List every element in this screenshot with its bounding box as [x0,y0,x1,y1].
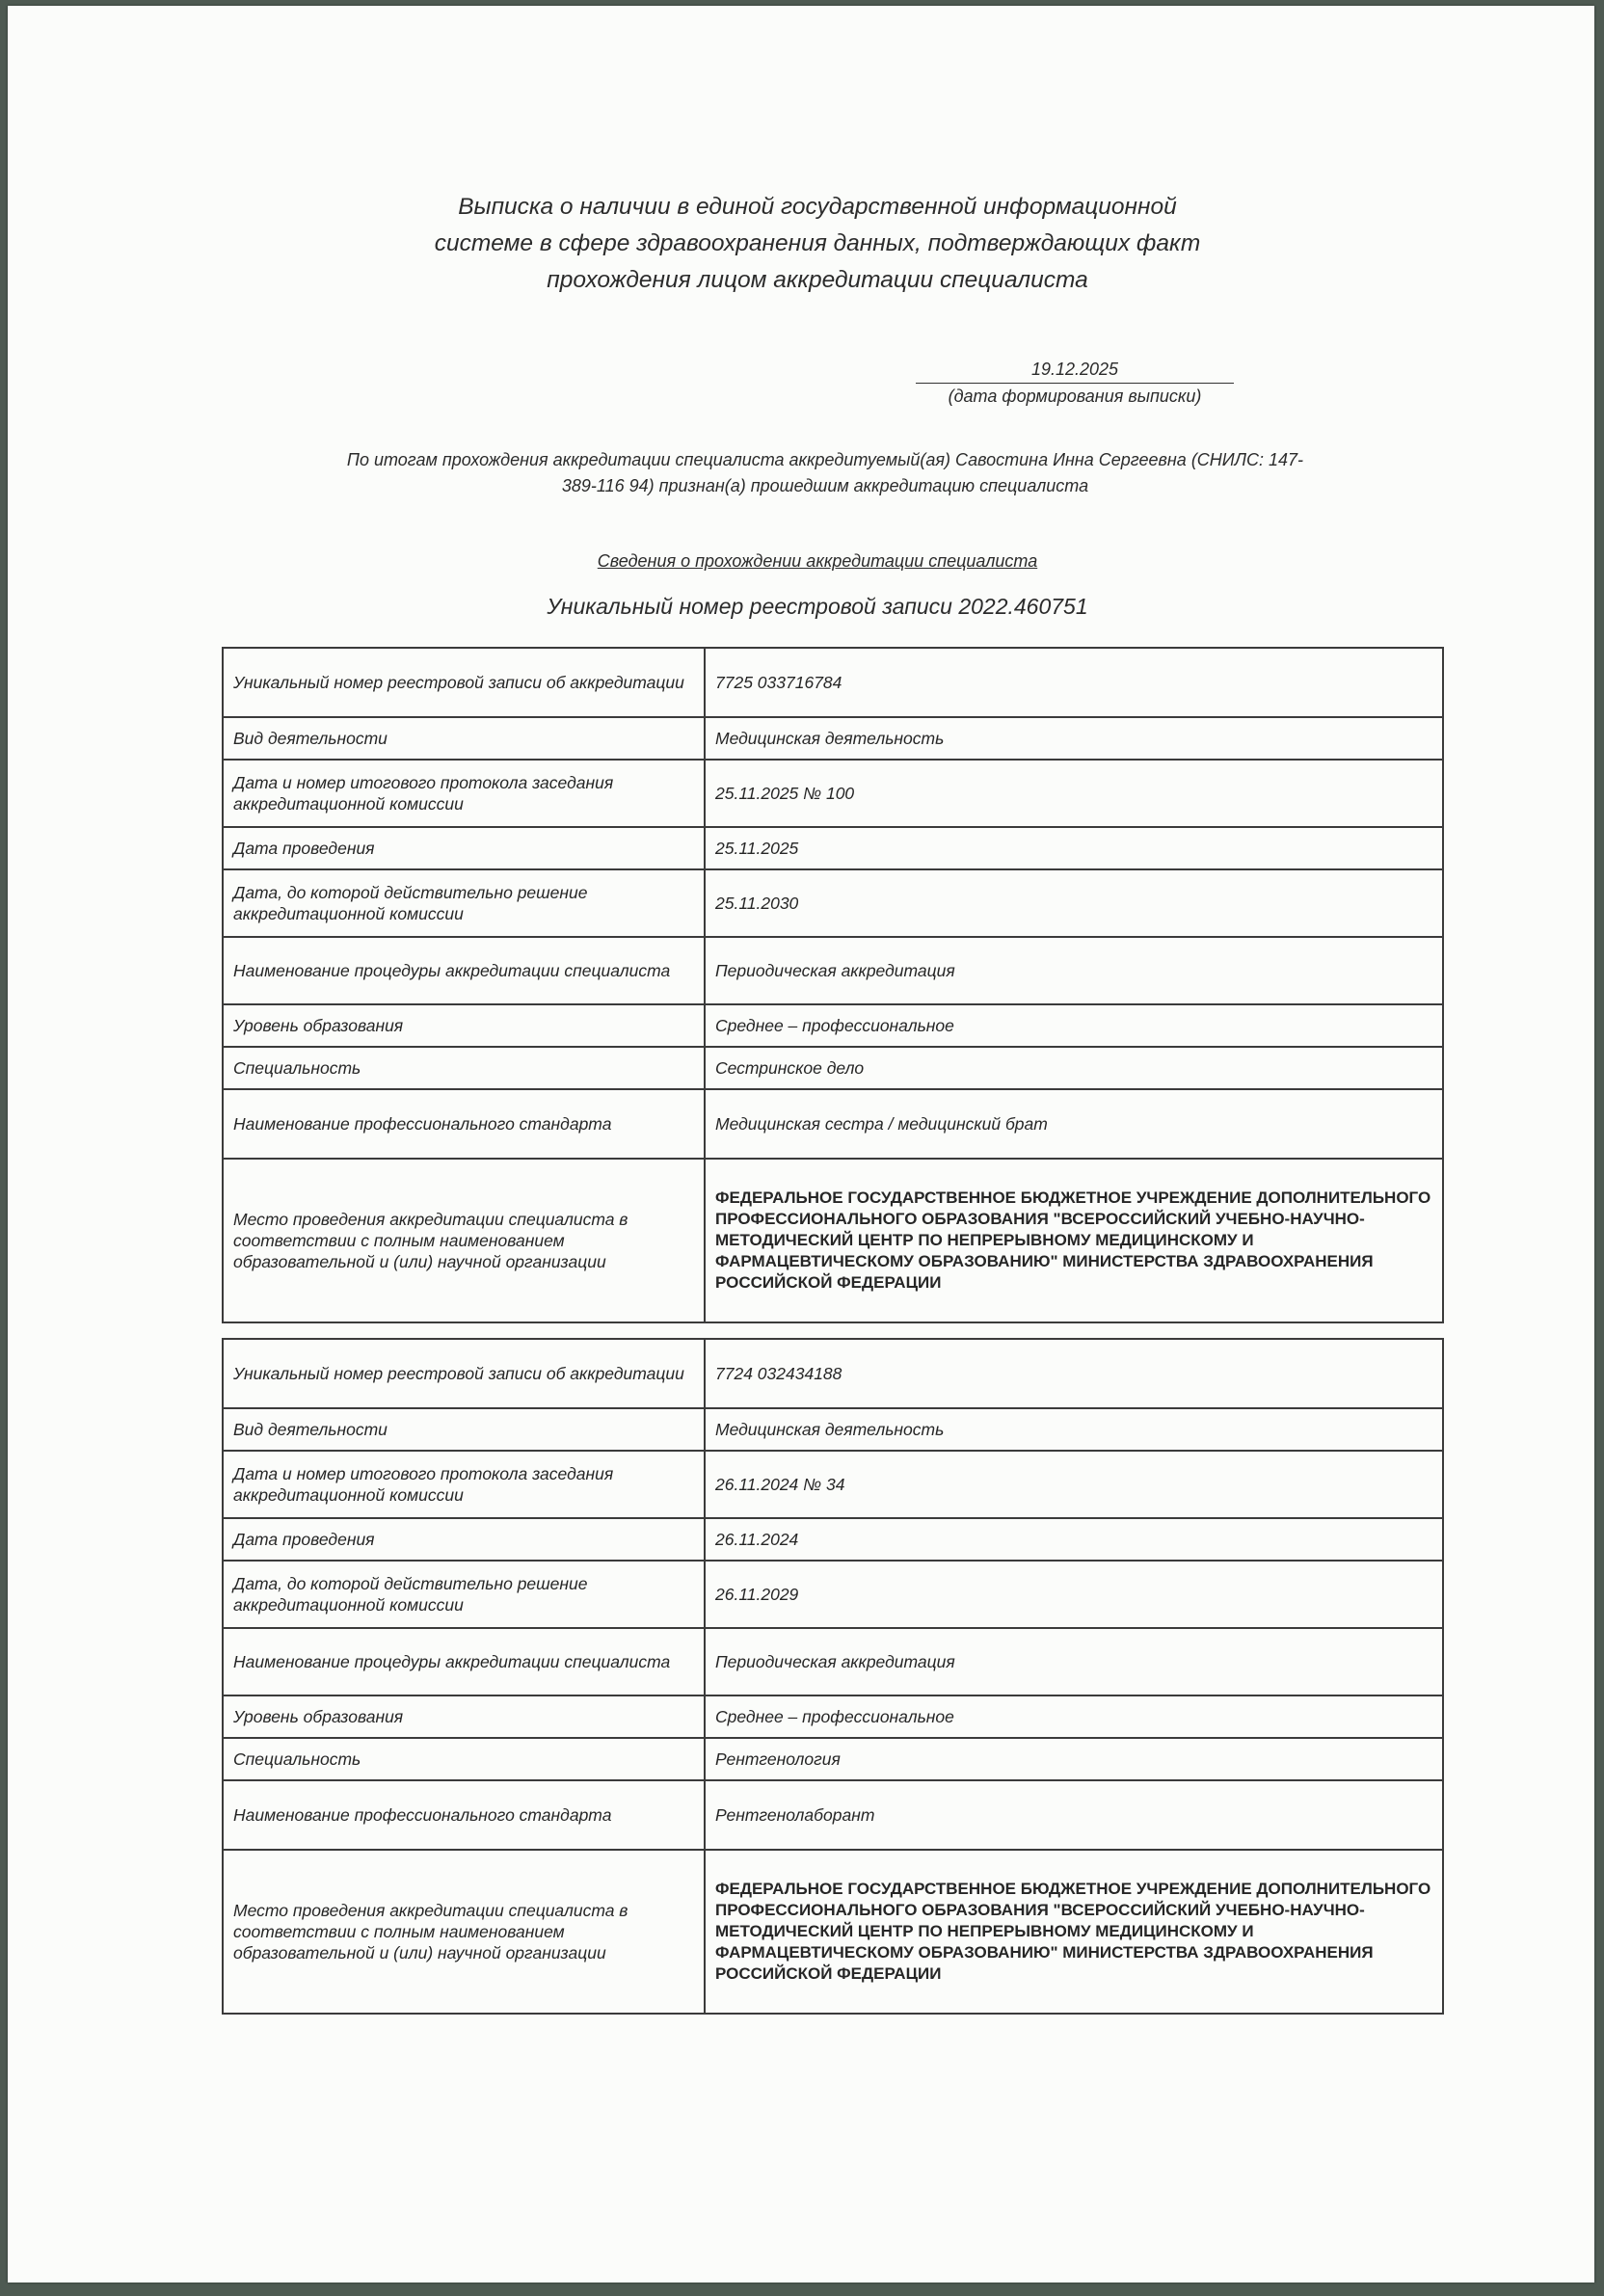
row-value: Среднее – профессиональное [705,1004,1443,1047]
row-label: Уникальный номер реестровой записи об аккредитации [223,648,705,717]
row-value: 26.11.2024 [705,1518,1443,1561]
table-row [223,869,1443,937]
table-row [223,1047,1443,1089]
row-value: Среднее – профессиональное [705,1695,1443,1738]
table-row [223,1089,1443,1159]
row-label: Место проведения аккредитации специалиста в соответствии с полным наименованием образовательной и (или) научной организации [223,1159,705,1322]
row-value: 26.11.2029 [705,1561,1443,1628]
row-value: 25.11.2025 № 100 [705,760,1443,827]
row-label: Уровень образования [223,1004,705,1047]
document-title [297,189,1338,299]
title-line: прохождения лицом аккредитации специалиста [547,267,1088,293]
row-label: Вид деятельности [223,717,705,760]
row-value: Медицинская сестра / медицинский брат [705,1089,1443,1159]
row-label: Наименование процедуры аккредитации специалиста [223,1628,705,1695]
table-row [223,1408,1443,1451]
row-label: Дата и номер итогового протокола заседания аккредитационной комиссии [223,760,705,827]
row-value: 26.11.2024 № 34 [705,1451,1443,1518]
accreditation-record-table [222,1338,1444,2015]
row-label: Специальность [223,1047,705,1089]
table-row [223,648,1443,717]
intro-paragraph [227,447,1423,499]
registry-number: Уникальный номер реестровой записи 2022.460751 [547,594,1088,619]
row-label: Дата, до которой действительно решение аккредитационной комиссии [223,1561,705,1628]
row-value: Периодическая аккредитация [705,1628,1443,1695]
row-label: Уровень образования [223,1695,705,1738]
row-value: Сестринское дело [705,1047,1443,1089]
table-row [223,1695,1443,1738]
row-value: Медицинская деятельность [705,1408,1443,1451]
row-label: Уникальный номер реестровой записи об аккредитации [223,1339,705,1408]
intro-line: По итогам прохождения аккредитации специалиста аккредитуемый(ая) Савостина Инна Сергеевна (СНИЛС: 147- [346,450,1304,469]
formation-date: 19.12.2025 [916,358,1234,384]
row-label: Наименование профессионального стандарта [223,1780,705,1850]
row-value: Рентгенология [705,1738,1443,1780]
table-row [223,1159,1443,1322]
row-value: Медицинская деятельность [705,717,1443,760]
formation-date-block [916,358,1234,409]
section-title: Сведения о прохождении аккредитации специалиста [597,551,1038,571]
row-value: 7724 032434188 [705,1339,1443,1408]
table-row [223,1451,1443,1518]
row-value: 7725 033716784 [705,648,1443,717]
row-label: Наименование процедуры аккредитации специалиста [223,937,705,1004]
row-value: ФЕДЕРАЛЬНОЕ ГОСУДАРСТВЕННОЕ БЮДЖЕТНОЕ УЧРЕЖДЕНИЕ ДОПОЛНИТЕЛЬНОГО ПРОФЕССИОНАЛЬНОГО ОБРАЗОВАНИЯ "ВСЕРОССИЙСКИЙ УЧЕБНО-НАУЧНО-МЕТОДИЧЕСКИЙ ЦЕНТР ПО НЕПРЕРЫВНОМУ МЕДИЦИНСКОМУ И ФАРМАЦЕВТИЧЕСКОМУ ОБРАЗОВАНИЮ" МИНИСТЕРСТВА ЗДРАВООХРАНЕНИЯ РОССИЙСКОЙ ФЕДЕРАЦИИ [705,1850,1443,2014]
title-line: системе в сфере здравоохранения данных, подтверждающих факт [434,230,1201,256]
formation-date-caption: (дата формирования выписки) [948,387,1202,406]
row-label: Дата, до которой действительно решение аккредитационной комиссии [223,869,705,937]
row-label: Дата и номер итогового протокола заседания аккредитационной комиссии [223,1451,705,1518]
row-label: Вид деятельности [223,1408,705,1451]
table-row [223,1780,1443,1850]
table-row [223,1339,1443,1408]
table-row [223,760,1443,827]
row-label: Место проведения аккредитации специалиста в соответствии с полным наименованием образовательной и (или) научной организации [223,1850,705,2014]
row-label: Дата проведения [223,1518,705,1561]
row-value: Рентгенолаборант [705,1780,1443,1850]
table-row [223,1004,1443,1047]
intro-line: 389-116 94) признан(а) прошедшим аккредитацию специалиста [561,476,1089,495]
row-label: Наименование профессионального стандарта [223,1089,705,1159]
row-label: Дата проведения [223,827,705,869]
table-row [223,1518,1443,1561]
table-row [223,937,1443,1004]
table-row [223,1561,1443,1628]
table-row [223,1738,1443,1780]
row-value: ФЕДЕРАЛЬНОЕ ГОСУДАРСТВЕННОЕ БЮДЖЕТНОЕ УЧРЕЖДЕНИЕ ДОПОЛНИТЕЛЬНОГО ПРОФЕССИОНАЛЬНОГО ОБРАЗОВАНИЯ "ВСЕРОССИЙСКИЙ УЧЕБНО-НАУЧНО-МЕТОДИЧЕСКИЙ ЦЕНТР ПО НЕПРЕРЫВНОМУ МЕДИЦИНСКОМУ И ФАРМАЦЕВТИЧЕСКОМУ ОБРАЗОВАНИЮ" МИНИСТЕРСТВА ЗДРАВООХРАНЕНИЯ РОССИЙСКОЙ ФЕДЕРАЦИИ [705,1159,1443,1322]
row-label: Специальность [223,1738,705,1780]
document-page [8,6,1594,2283]
row-value: 25.11.2030 [705,869,1443,937]
table-row [223,1628,1443,1695]
row-value: 25.11.2025 [705,827,1443,869]
row-value: Периодическая аккредитация [705,937,1443,1004]
table-row [223,1850,1443,2014]
accreditation-record-table [222,647,1444,1323]
table-row [223,717,1443,760]
title-line: Выписка о наличии в единой государственной информационной [458,194,1177,220]
table-row [223,827,1443,869]
